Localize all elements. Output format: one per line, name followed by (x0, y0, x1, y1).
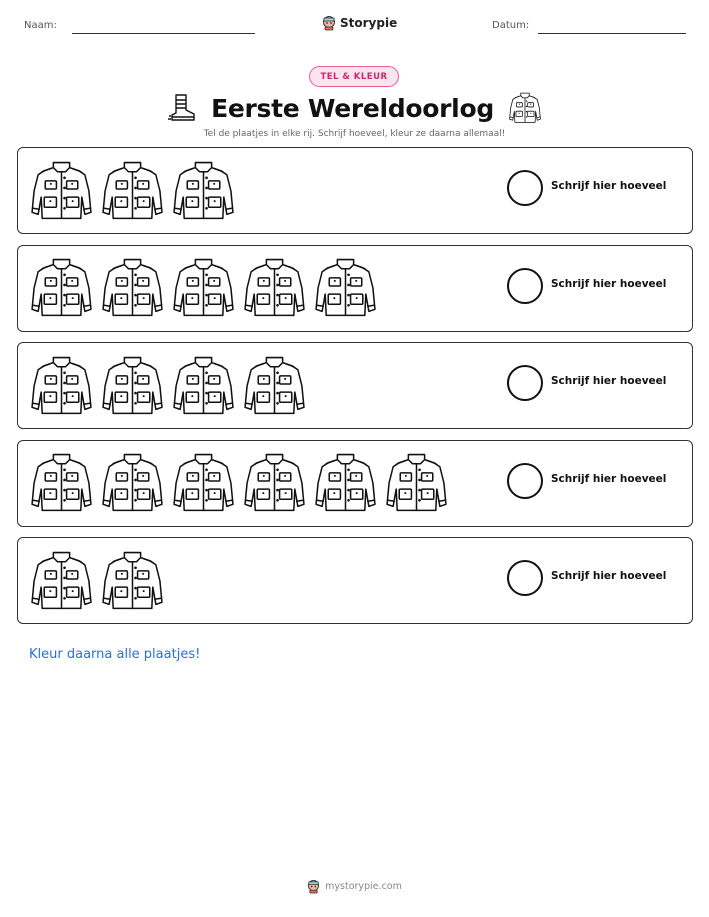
page-title: Eerste Wereldoorlog (211, 93, 494, 123)
count-row (17, 342, 693, 429)
military-jacket-icon[interactable] (171, 355, 236, 417)
answer-circle[interactable] (507, 560, 543, 596)
counting-rows (17, 147, 693, 635)
storypie-mascot-icon (322, 15, 336, 31)
name-line[interactable] (72, 33, 255, 34)
answer-label: Schrijf hier hoeveel (551, 375, 667, 387)
count-row (17, 245, 693, 332)
count-row (17, 440, 693, 527)
instructions: Tel de plaatjes in elke rij. Schrijf hoeveel, kleur ze daarna allemaal! (203, 129, 506, 139)
answer-label: Schrijf hier hoeveel (551, 570, 667, 582)
answer-label: Schrijf hier hoeveel (551, 472, 667, 485)
military-jacket-icon[interactable] (29, 160, 94, 222)
military-jacket-icon[interactable] (171, 452, 236, 514)
footer (0, 879, 709, 894)
answer-circle[interactable] (507, 463, 543, 499)
military-jacket-icon[interactable] (313, 257, 378, 319)
activity-badge: TEL & KLEUR (309, 66, 399, 87)
jacket-group (29, 441, 449, 526)
boot-icon (167, 93, 197, 123)
answer-circle[interactable] (507, 268, 543, 304)
military-jacket-icon[interactable] (242, 452, 307, 514)
jacket-group (29, 343, 307, 428)
military-jacket-icon[interactable] (29, 257, 94, 319)
military-jacket-icon[interactable] (100, 160, 165, 222)
storypie-mascot-icon (307, 879, 320, 894)
jacket-group (29, 538, 165, 623)
military-jacket-icon[interactable] (29, 355, 94, 417)
title-row (0, 90, 709, 126)
military-jacket-icon[interactable] (100, 550, 165, 612)
answer-label: Schrijf hier hoeveel (551, 277, 667, 290)
date-line[interactable] (538, 33, 686, 34)
military-jacket-icon[interactable] (171, 160, 236, 222)
military-jacket-icon[interactable] (100, 257, 165, 319)
military-jacket-icon[interactable] (242, 355, 307, 417)
date-label: Datum: (492, 20, 530, 31)
jacket-group (29, 246, 378, 331)
answer-label: Schrijf hier hoeveel (551, 180, 667, 192)
military-jacket-icon[interactable] (242, 257, 307, 319)
name-label: Naam: (24, 20, 57, 31)
military-jacket-icon[interactable] (100, 355, 165, 417)
military-jacket-icon[interactable] (384, 452, 449, 514)
brand-name: Storypie (340, 16, 398, 30)
military-jacket-icon[interactable] (29, 550, 94, 612)
jacket-group (29, 148, 236, 233)
answer-circle[interactable] (507, 170, 543, 206)
military-jacket-icon[interactable] (100, 452, 165, 514)
answer-circle[interactable] (507, 365, 543, 401)
count-row (17, 147, 693, 234)
coloring-note: Kleur daarna alle plaatjes! (29, 647, 201, 662)
military-jacket-icon[interactable] (171, 257, 236, 319)
brand-logo (322, 13, 397, 33)
footer-url[interactable]: mystorypie.com (325, 881, 402, 892)
count-row (17, 537, 693, 624)
military-jacket-icon[interactable] (313, 452, 378, 514)
military-jacket-icon[interactable] (29, 452, 94, 514)
military-jacket-icon (508, 92, 542, 124)
